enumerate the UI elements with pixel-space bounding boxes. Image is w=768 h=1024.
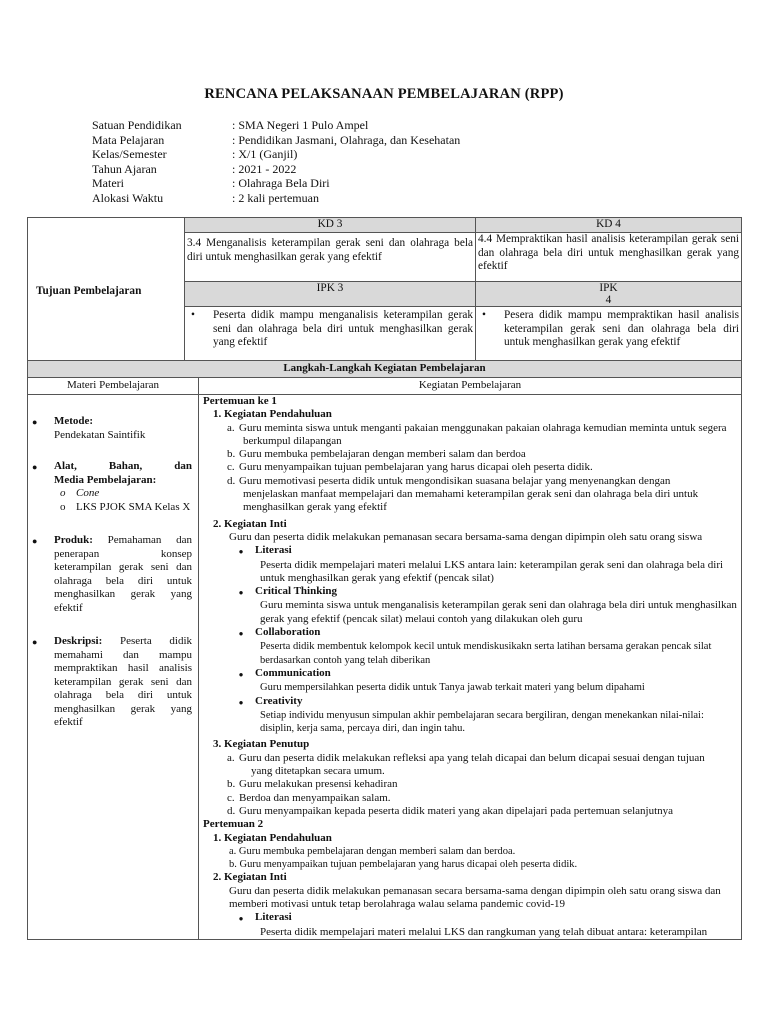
produk-section: ● Produk: Pemahaman dan penerapan konsep keterampilan gerak seni dan olahraga bela diri untuk menghasilkan gerak yang efektif xyxy=(32,534,192,614)
circle-bullet-icon: o xyxy=(60,500,66,513)
p2-pendahuluan-heading: 1. Kegiatan Pendahuluan xyxy=(213,831,332,844)
kegiatan-column: Pertemuan ke 1 1. Kegiatan Pendahuluan a. Guru meminta siswa untuk menganti pakaian menggunakan pakaian olahraga kemudian meminta untuk segera berkumpul dilapangan b. Guru membuka pembelajaran dengan memberi salam dan berdoa c. Guru menyampaikan tujuan pembelajaran yang harus dicapai oleh peserta didik. d. Guru memotivasi peserta didik untuk mengondisikan suasana belajar yang menyenangkan dengan menjelaskan manfaat mempelajari dan memahami keterampilan gerak seni dan olahraga bela diri untuk menghasilkan gerak yang efektif 2. Kegiatan Inti Guru dan peserta didik melakukan pemanasan secara bersama-sama dengan dipimpin oleh satu orang siswa ● Literasi Peserta didik mempelajari materi melalui LKS antara lain: keterampilan gerak seni dan olahraga bela diri untuk menghasilkan gerak yang efektif (pencak silat) ● Critical Thinking Guru meminta siswa untuk menganalisis keterampilan gerak seni dan olahraga bela diri untuk menghasilkan gerak yang efektif (pencak silat) melaui contoh yang dilakukan oleh guru ● Collaboration Peserta didik membentuk kelompok kecil untuk mendiskusikakn serta latihan bersama gerakan pencak silat berdasarkan contoh yang telah diberikan ● Communication Guru mempersilahkan peserta didik untuk Tanya jawab terkait materi yang belum dipahami ● Creativity Setiap individu menyusun simpulan akhir pembelajaran secara bergiliran, dengan menekankan nilai-nilai: disiplin, kerja sama, percaya diri, dan ingin tahu. 3. Kegiatan Penutup a. Guru dan peserta didik melakukan refleksi apa yang telah dicapai dan belum dicapai sesuai dengan tujuan yang ditetapkan secara umum. b. Guru melakukan presensi kehadiran c. Berdoa dan menyampaikan salam. d. Guru menyampaikan kepada peserta didik materi yang akan dipelajari pada pertemuan selanjutnya Pertemuan 2 1. Kegiatan Pendahuluan a. Guru membuka pembelajaran dengan memberi salam dan berdoa. b. Guru menyampaikan tujuan pembelajaran yang harus dicapai oleh peserta didik. 2. Kegiatan Inti Guru dan peserta didik melakukan pemanasan secara bersama-sama dengan dipimpin oleh satu orang siswa dan memberi motivasi untuk tetap berolahraga walau selama pandemic covid-19 ● Literasi Peserta didik mempelajari materi melalui LKS dan rangkuman yang telah dibuat antara: keterampilan xyxy=(199,395,742,940)
bullet-icon: ● xyxy=(238,914,244,924)
tujuan-label: Tujuan Pembelajaran xyxy=(28,218,185,365)
info-row: Alokasi Waktu : 2 kali pertemuan xyxy=(92,190,319,205)
metode-section: ● Metode: Pendekatan Saintifik xyxy=(32,415,146,441)
p1-penutup-heading: 3. Kegiatan Penutup xyxy=(213,738,310,751)
critical-thinking-item: ● Critical Thinking xyxy=(203,585,737,599)
ipk4-header: IPK 4 xyxy=(476,282,742,307)
p2-literasi-item: ● Literasi xyxy=(203,911,737,925)
col-kegiatan-header: Kegiatan Pembelajaran xyxy=(199,378,742,395)
bullet-icon: ● xyxy=(238,669,244,679)
p1-inti-intro: Guru dan peserta didik melakukan pemanasan secara bersama-sama dengan dipimpin oleh satu orang siswa xyxy=(229,530,703,543)
creativity-item: ● Creativity xyxy=(203,695,737,709)
p2-inti-intro: Guru dan peserta didik melakukan pemanasan secara bersama-sama dengan dipimpin oleh satu orang siswa dan memberi motivasi untuk tetap berolahraga walau selama pandemic covid-19 xyxy=(229,884,721,910)
pertemuan-1-heading: Pertemuan ke 1 xyxy=(203,395,277,407)
collaboration-item: ● Collaboration xyxy=(203,626,737,640)
bullet-icon: ● xyxy=(238,547,244,557)
deskripsi-section: ● Deskripsi: Peserta didik memahami dan mampu mempraktikan hasil analisis keterampilan gerak seni dan olahraga bela diri untuk menghasilkan gerak yang efektif xyxy=(32,635,192,728)
bullet-icon: ● xyxy=(238,588,244,598)
kd3-header: KD 3 xyxy=(185,218,476,233)
langkah-table xyxy=(27,360,742,940)
ipk3-cell xyxy=(185,307,476,365)
circle-bullet-icon: o xyxy=(60,487,66,499)
info-row: Mata Pelajaran : Pendidikan Jasmani, Olahraga, dan Kesehatan xyxy=(92,132,461,147)
langkah-header: Langkah-Langkah Kegiatan Pembelajaran xyxy=(28,361,742,378)
kd4-text: 4.4 Mempraktikan hasil analisis keterampilan gerak seni dan olahraga bela diri untuk menghasilkan gerak yang efektif xyxy=(476,233,742,282)
ipk4-text: Pesera didik mampu mempraktikan hasil analisis keterampilan gerak seni dan olahraga bela diri untuk menghasilkan gerak yang efektif xyxy=(504,309,739,349)
bullet-icon: ● xyxy=(32,462,38,472)
ipk4-cell xyxy=(476,307,742,365)
literasi-item: ● Literasi xyxy=(203,544,737,558)
pertemuan-2-heading: Pertemuan 2 xyxy=(203,818,264,831)
document-title: RENCANA PELAKSANAAN PEMBELAJARAN (RPP) xyxy=(204,86,564,102)
kd3-text: 3.4 Menganalisis keterampilan gerak seni dan olahraga bela diri untuk menghasilkan gerak yang efektif xyxy=(185,233,476,282)
info-row: Kelas/Semester : X/1 (Ganjil) xyxy=(92,147,298,162)
kd4-header: KD 4 xyxy=(476,218,742,233)
tujuan-table xyxy=(27,217,742,365)
bullet-icon: ● xyxy=(32,536,38,546)
info-row: Materi : Olahraga Bela Diri xyxy=(92,176,330,191)
info-row: Tahun Ajaran : 2021 - 2022 xyxy=(92,161,297,176)
bullet-icon: ● xyxy=(238,629,244,639)
alat-section: ● Alat, Bahan, dan Media Pembelajaran: o Cone o LKS PJOK SMA Kelas X xyxy=(32,460,192,513)
p2-inti-heading: 2. Kegiatan Inti xyxy=(213,871,287,884)
bullet-icon: • xyxy=(482,309,486,321)
p1-pendahuluan-heading: 1. Kegiatan Pendahuluan xyxy=(213,408,332,421)
bullet-icon: ● xyxy=(238,697,244,707)
ipk3-header: IPK 3 xyxy=(185,282,476,307)
info-block xyxy=(92,118,460,206)
communication-item: ● Communication xyxy=(203,667,737,681)
p1-inti-heading: 2. Kegiatan Inti xyxy=(213,517,287,530)
ipk3-text: Peserta didik mampu menganalisis keterampilan gerak seni dan olahraga bela diri untuk menghasilkan gerak yang efektif xyxy=(213,309,473,349)
bullet-icon: ● xyxy=(32,637,38,647)
col-materi-header: Materi Pembelajaran xyxy=(28,378,199,395)
bullet-icon: ● xyxy=(32,417,38,427)
bullet-icon: • xyxy=(191,309,195,321)
info-row: Satuan Pendidikan : SMA Negeri 1 Pulo Ampel xyxy=(92,118,369,132)
alat-label: Media Pembelajaran: xyxy=(54,473,157,486)
materi-column xyxy=(28,395,199,940)
